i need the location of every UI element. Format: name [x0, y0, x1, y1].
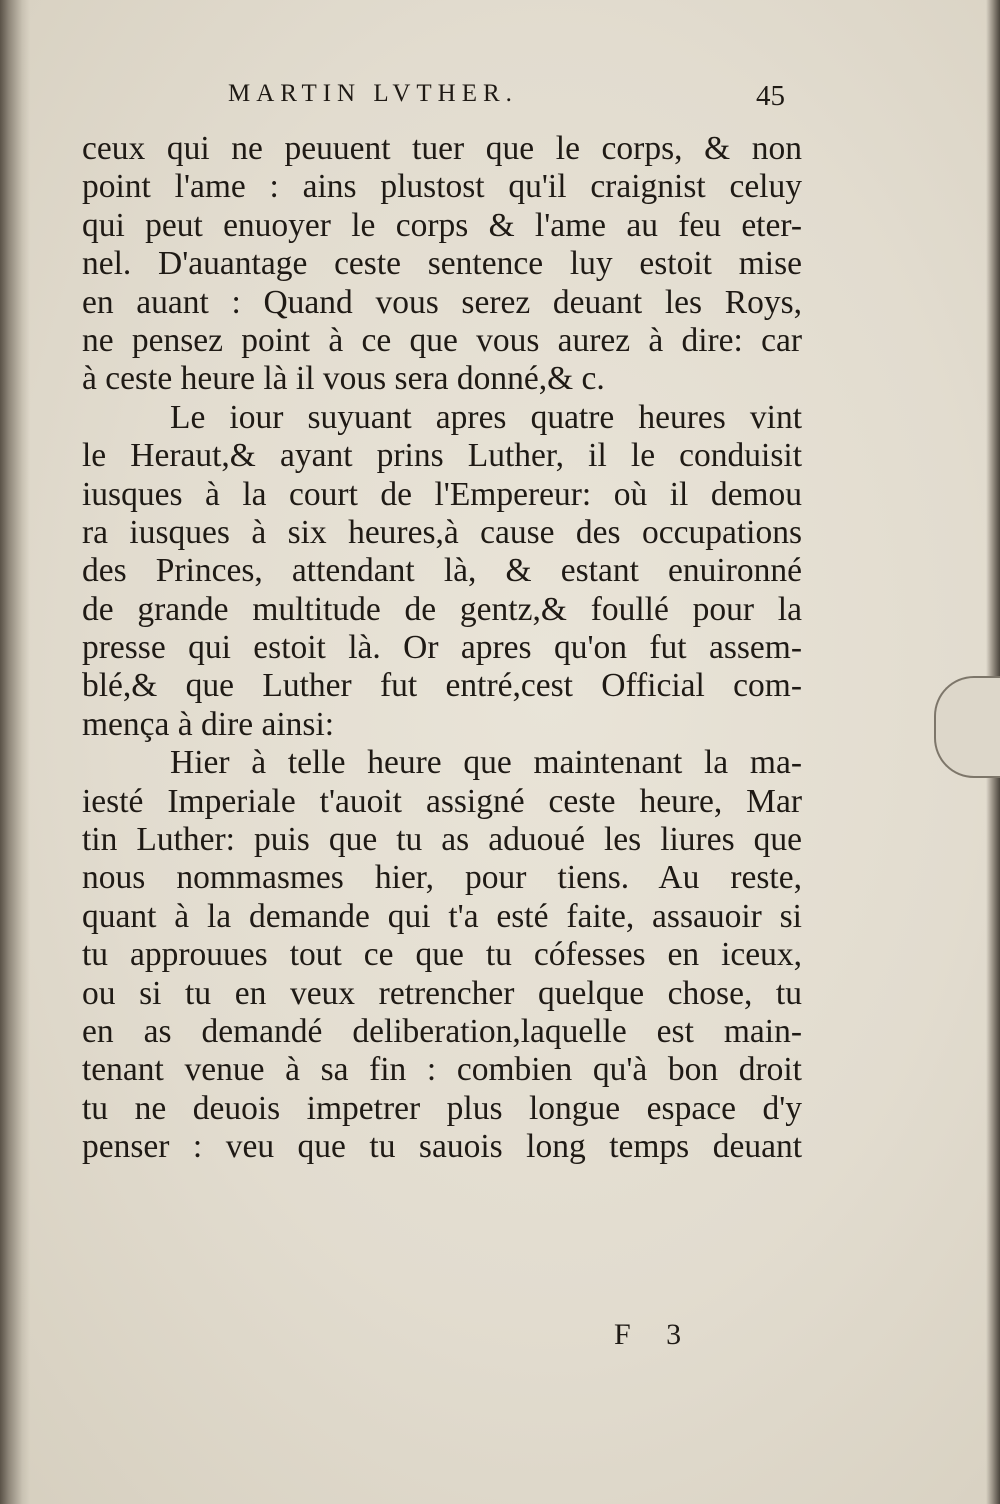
binding-gutter-shadow [0, 0, 30, 1504]
paragraph-start-line: Le iour suyuant apres quatre heures vint [170, 398, 802, 436]
text-line: nous nommasmes hier, pour tiens. Au reste, [82, 859, 802, 897]
text-line: iesté Imperiale t'auoit assigné ceste heure, Mar [82, 782, 802, 820]
text-line: le Heraut,& ayant prins Luther, il le conduisit [82, 437, 802, 475]
text-line: ne pensez point à ce que vous aurez à dire: car [82, 321, 802, 359]
text-line: iusques à la court de l'Empereur: où il demou [82, 475, 802, 513]
text-line: tu ne deuois impetrer plus longue espace d'y [82, 1089, 802, 1127]
text-line: à ceste heure là il vous sera donné,& c. [82, 360, 605, 398]
text-line: en auant : Quand vous serez deuant les Roys, [82, 283, 802, 321]
text-line: point l'ame : ains plustost qu'il craignist celuy [82, 168, 802, 206]
running-head: MARTIN LVTHER. [228, 80, 518, 107]
text-line: en as demandé deliberation,laquelle est main- [82, 1012, 802, 1050]
text-line: tenant venue à sa fin : combien qu'à bon droit [82, 1051, 802, 1089]
text-line: tin Luther: puis que tu as aduoué les liures que [82, 821, 802, 859]
text-line: ceux qui ne peuuent tuer que le corps, & non [82, 130, 802, 167]
text-line: qui peut enuoyer le corps & l'ame au feu eter- [82, 206, 802, 244]
text-line: ou si tu en veux retrencher quelque chose, tu [82, 974, 802, 1012]
text-line: presse qui estoit là. Or apres qu'on fut assem- [82, 629, 802, 667]
text-line: penser : veu que tu sauois long temps deuant [82, 1128, 802, 1166]
paragraph-start-line: Hier à telle heure que maintenant la ma- [170, 744, 802, 782]
text-line: ra iusques à six heures,à cause des occupations [82, 513, 802, 551]
text-line: quant à la demande qui t'a esté faite, assauoir si [82, 897, 802, 935]
text-line: des Princes, attendant là, & estant enuironné [82, 552, 802, 590]
body-text [82, 130, 802, 1167]
text-line: mença à dire ainsi: [82, 705, 335, 743]
page-number: 45 [756, 80, 785, 112]
text-line: blé,& que Luther fut entré,cest Official com- [82, 667, 802, 705]
text-line: nel. D'auantage ceste sentence luy estoit mise [82, 245, 802, 283]
signature-mark: F 3 [614, 1318, 696, 1351]
text-line: tu approuues tout ce que tu cófesses en iceux, [82, 936, 802, 974]
text-line: de grande multitude de gentz,& foullé pour la [82, 590, 802, 628]
page-header [228, 80, 788, 120]
page-tab-marker [934, 676, 1000, 778]
